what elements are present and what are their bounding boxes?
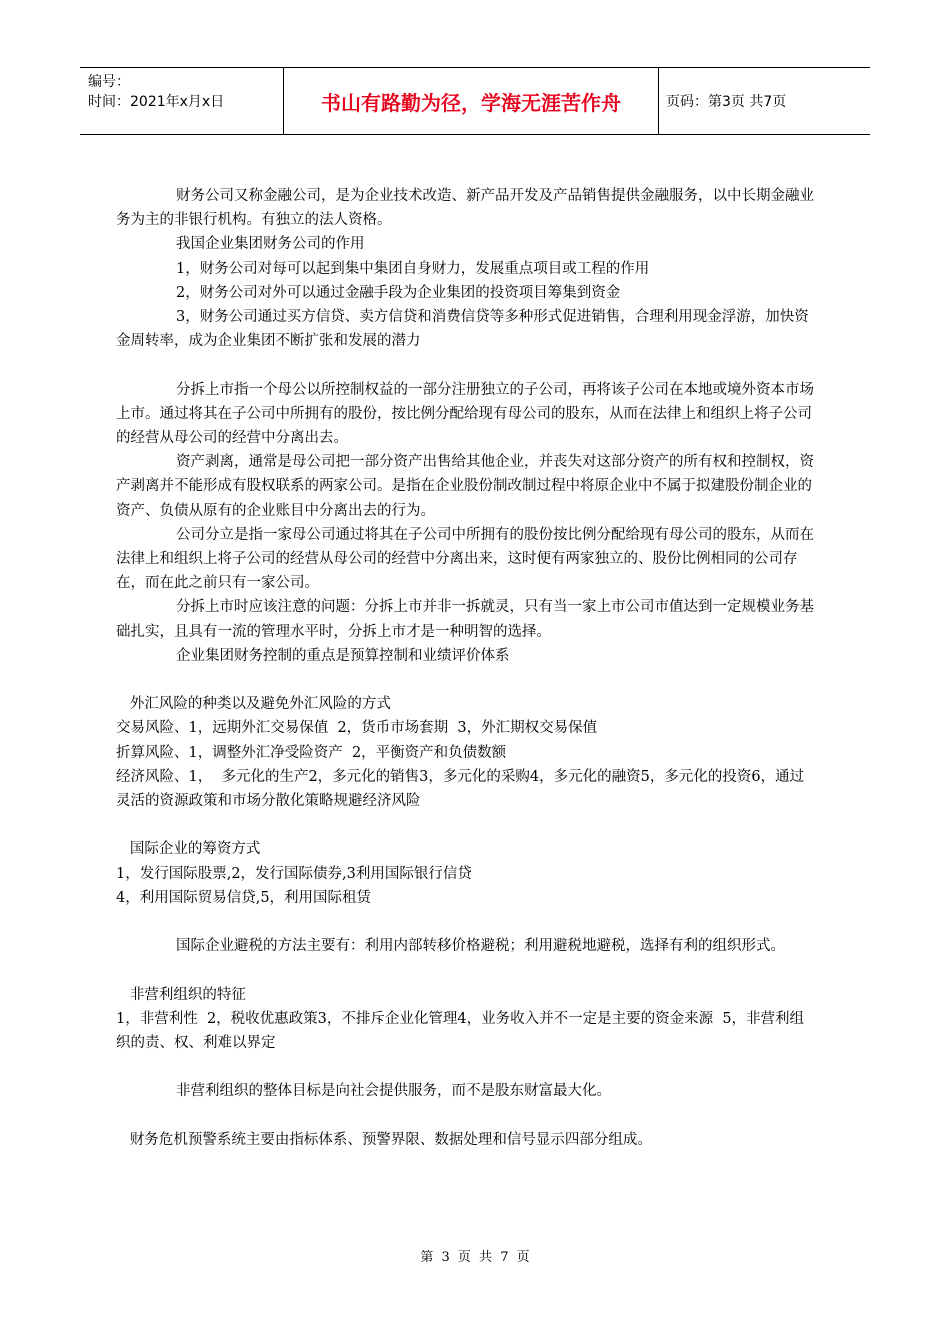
- header-meta: [80, 68, 283, 134]
- document-number-label: 编号：: [88, 74, 130, 90]
- paragraph: 财务危机预警系统主要由指标体系、预警界限、数据处理和信号显示四部分组成。: [116, 1131, 652, 1148]
- paragraph: 财务公司又称金融公司，是为企业技术改造、新产品开发及产品销售提供金融服务，以中长期金融业务为主的非银行机构。有独立的法人资格。: [116, 188, 814, 229]
- blank-line: [116, 958, 816, 982]
- paragraph: 折算风险、1，调整外汇净受险资产 2，平衡资产和负债数额: [116, 744, 507, 761]
- blank-line: [116, 910, 816, 934]
- paragraph: 分拆上市时应该注意的问题：分拆上市并非一拆就灵，只有当一家上市公司市值达到一定规模业务基础扎实，且具有一流的管理水平时，分拆上市才是一种明智的选择。: [116, 599, 814, 640]
- paragraph: 外汇风险的种类以及避免外汇风险的方式: [116, 696, 391, 713]
- page-header: [80, 67, 870, 135]
- paragraph: 非营利组织的特征: [116, 986, 246, 1003]
- paragraph: 非营利组织的整体目标是向社会提供服务，而不是股东财富最大化。: [176, 1083, 611, 1100]
- paragraph: 1，财务公司对每可以起到集中集团自身财力，发展重点项目或工程的作用: [176, 260, 650, 277]
- header-page-number: 页码：第3页 共7页: [666, 94, 787, 110]
- paragraph: 经济风险、1， 多元化的生产2，多元化的销售3，多元化的采购4，多元化的融资5，多元化的投资6，通过灵活的资源政策和市场分散化策略规避经济风险: [116, 768, 805, 810]
- blank-line: [116, 1104, 816, 1128]
- header-motto: 书山有路勤为径，学海无涯苦作舟: [283, 68, 659, 134]
- blank-line: [116, 668, 816, 692]
- paragraph: 分拆上市指一个母公以所控制权益的一部分注册独立的子公司，再将该子公司在本地或境外资本市场上市。通过将其在子公司中所拥有的股份，按比例分配给现有母公司的股东，从而在法律上和组织上将子公司的经营从母公司的经营中分离出去。: [116, 381, 814, 447]
- paragraph: 资产剥离，通常是母公司把一部分资产出售给其他企业，并丧失对这部分资产的所有权和控制权，资产剥离并不能形成有股权联系的两家公司。是指在企业股份制改制过程中将原企业中不属于拟建股份制企业的资产、负债从原有的企业账目中分离出去的行为。: [116, 454, 814, 519]
- page-footer: 第 3 页 共 7 页: [420, 1250, 530, 1265]
- blank-line: [116, 353, 816, 377]
- document-body: [116, 184, 816, 1152]
- blank-line: [116, 813, 816, 837]
- paragraph: 国际企业的筹资方式: [116, 841, 261, 858]
- paragraph: 1，非营利性 2，税收优惠政策3，不排斥企业化管理4，业务收入并不一定是主要的资金来源 5，非营利组织的责、权、利难以界定: [116, 1010, 805, 1052]
- paragraph: 2，财务公司对外可以通过金融手段为企业集团的投资项目筹集到资金: [176, 284, 621, 301]
- paragraph: 国际企业避税的方法主要有：利用内部转移价格避税；利用避税地避税，选择有利的组织形式。: [176, 938, 785, 955]
- document-date-label: 时间：2021年x月x日: [88, 94, 225, 110]
- paragraph: 3，财务公司通过买方信贷、卖方信贷和消费信贷等多种形式促进销售，合理利用现金浮游，加快资金周转率，成为企业集团不断扩张和发展的潜力: [116, 309, 809, 350]
- paragraph: 4，利用国际贸易信贷,5，利用国际租赁: [116, 889, 372, 906]
- paragraph: 企业集团财务控制的重点是预算控制和业绩评价体系: [176, 647, 510, 664]
- paragraph: 公司分立是指一家母公司通过将其在子公司中所拥有的股份按比例分配给现有母公司的股东，从而在法律上和组织上将子公司的经营从母公司的经营中分离出来，这时便有两家独立的、股份比例相同的公司存在，而在此之前只有一家公司。: [116, 526, 814, 592]
- paragraph: 我国企业集团财务公司的作用: [176, 236, 365, 253]
- paragraph: 交易风险、1，远期外汇交易保值 2，货币市场套期 3，外汇期权交易保值: [116, 720, 598, 737]
- paragraph: 1，发行国际股票,2，发行国际债券,3利用国际银行信贷: [116, 865, 472, 882]
- blank-line: [116, 1055, 816, 1079]
